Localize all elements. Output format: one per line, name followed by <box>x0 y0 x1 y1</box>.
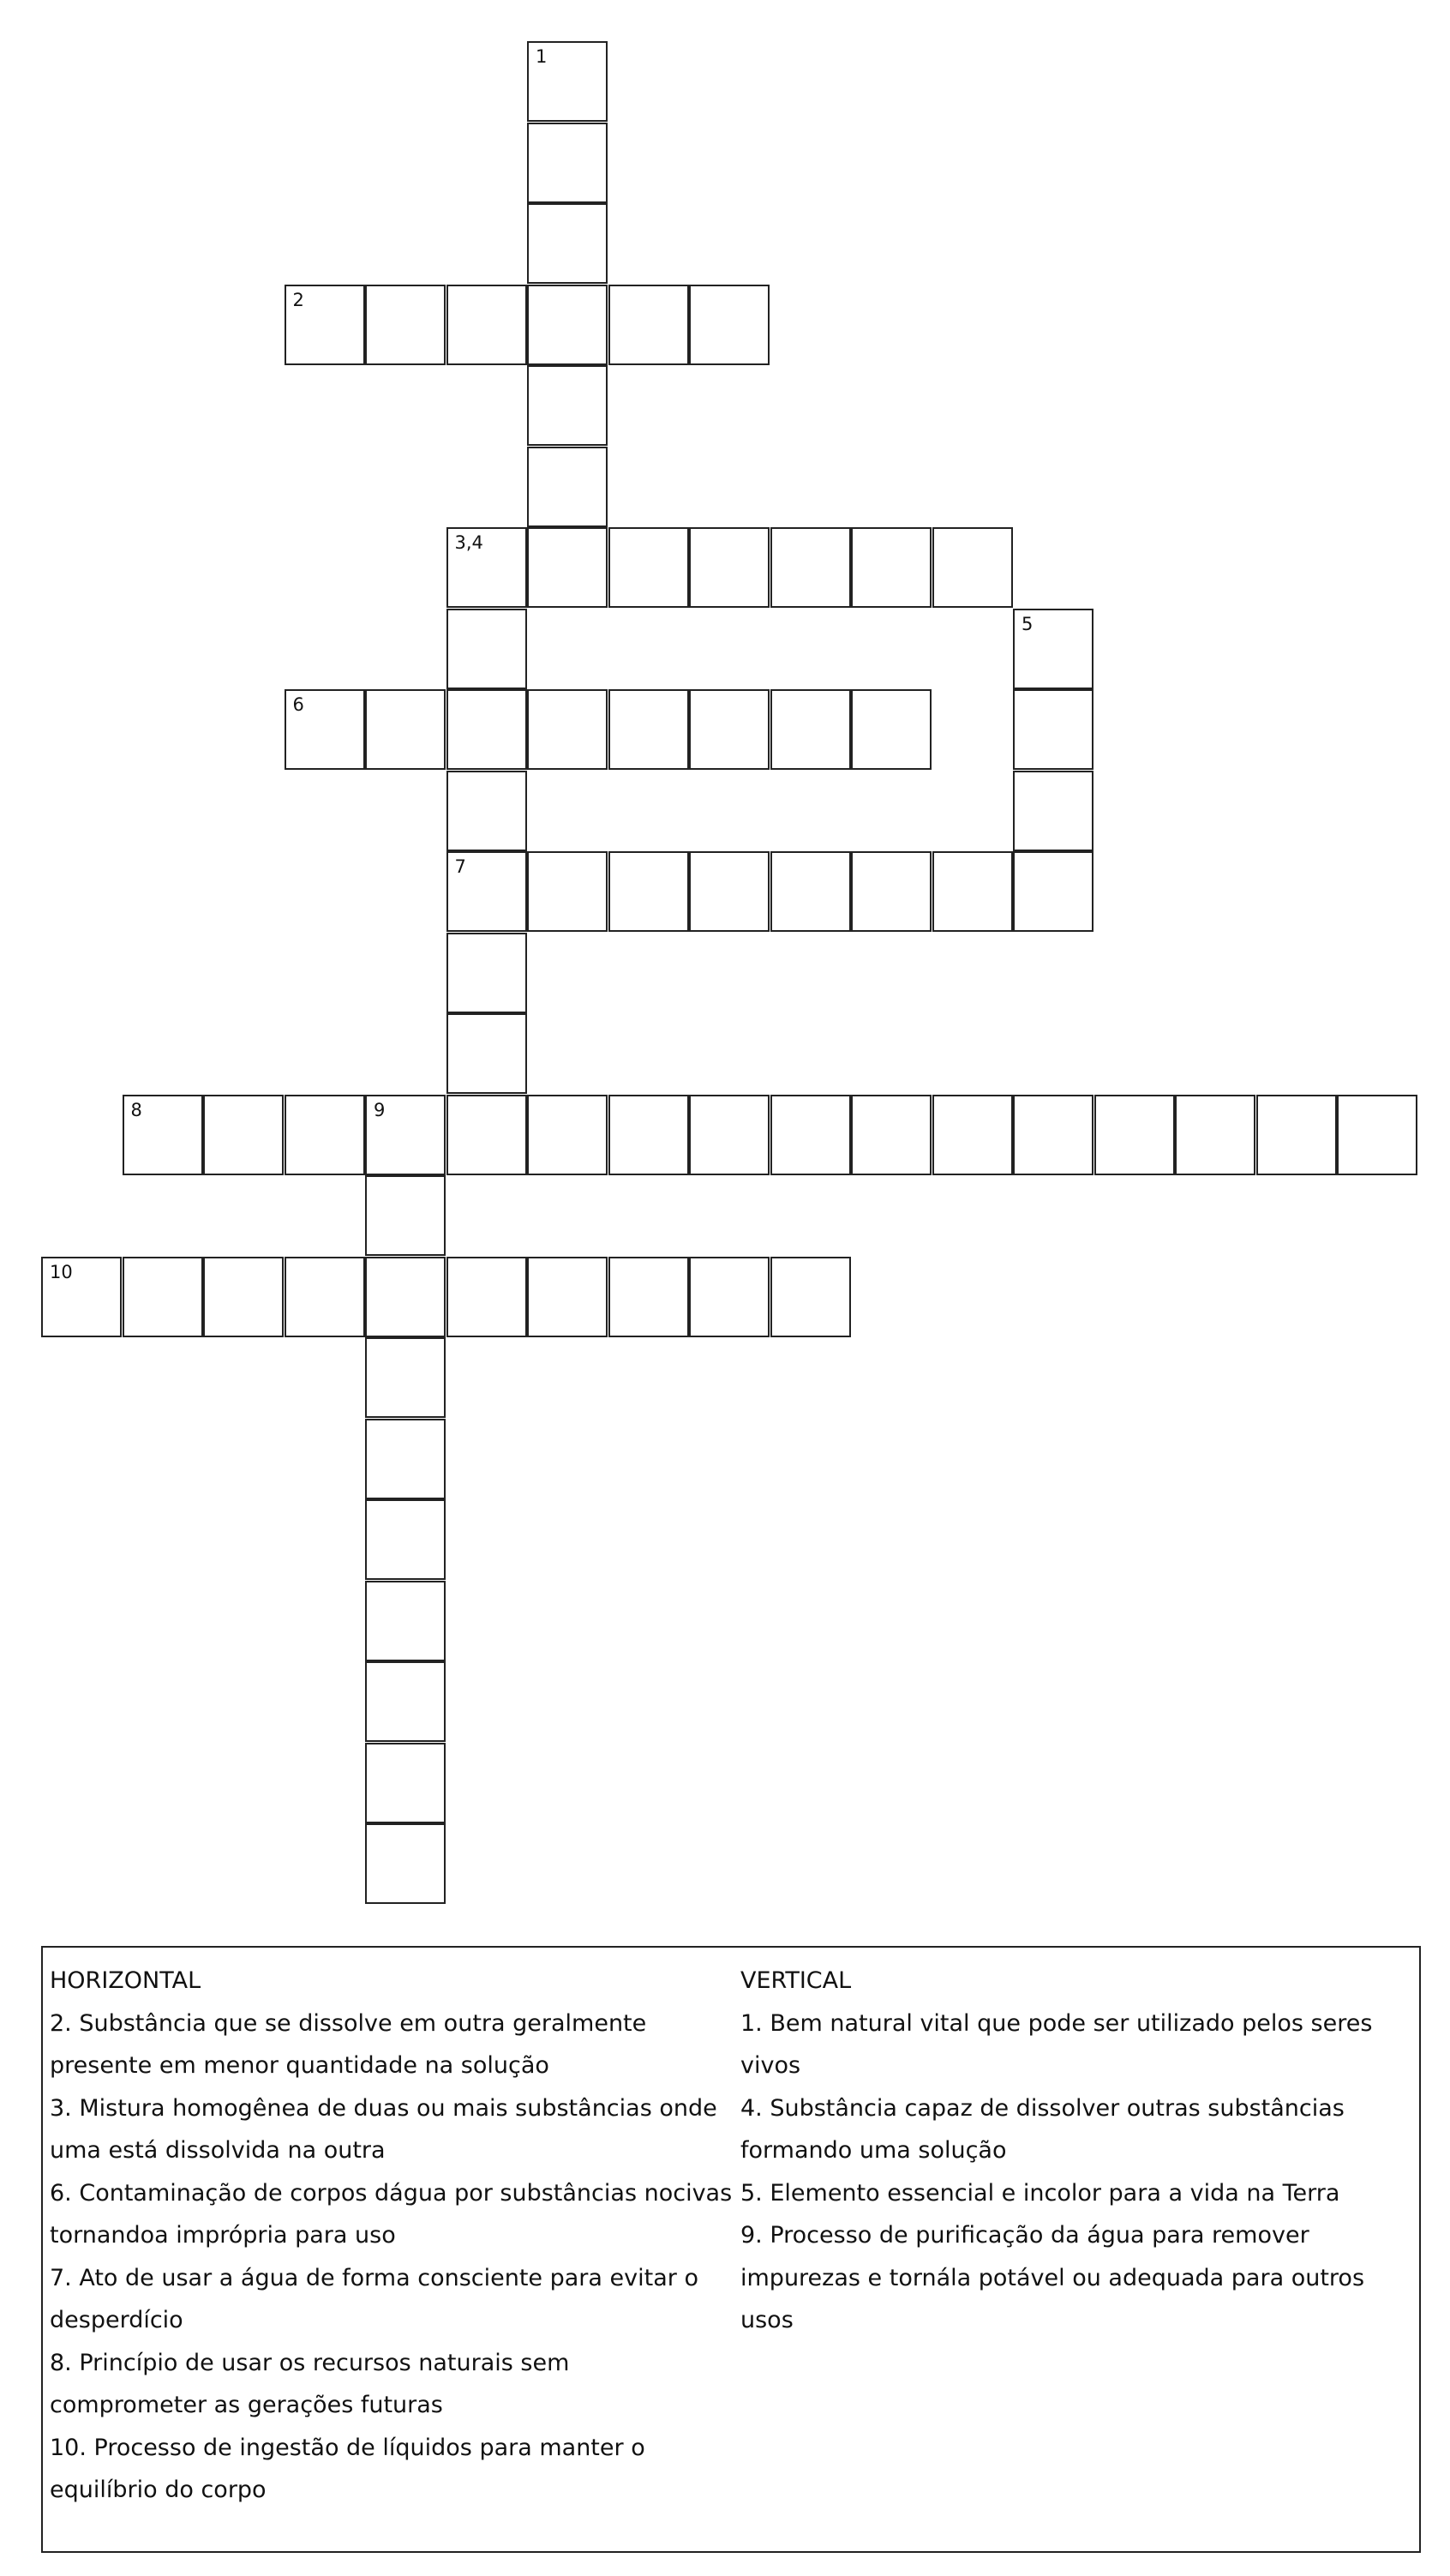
crossword-cell[interactable] <box>932 527 1013 608</box>
crossword-cell[interactable] <box>527 447 608 527</box>
clue-number: 5 <box>1022 613 1034 634</box>
crossword-cell[interactable] <box>527 123 608 203</box>
clue-number: 10 <box>50 1261 73 1282</box>
clue-number: 9 <box>374 1099 386 1120</box>
crossword-cell[interactable] <box>932 851 1013 932</box>
horizontal-clue-line: 7. Ato de usar a água de forma consciente para evitar o <box>50 2264 698 2291</box>
crossword-cell[interactable] <box>365 1743 446 1823</box>
crossword-cell[interactable] <box>770 851 851 932</box>
crossword-cell[interactable] <box>203 1095 284 1175</box>
crossword-cell[interactable] <box>1094 1095 1175 1175</box>
horizontal-clue-line: 10. Processo de ingestão de líquidos para manter o <box>50 2434 645 2461</box>
crossword-cell[interactable] <box>608 1095 689 1175</box>
vertical-clue-line: usos <box>740 2307 794 2333</box>
crossword-cell[interactable] <box>527 365 608 446</box>
crossword-cell[interactable] <box>689 1095 770 1175</box>
crossword-cell[interactable] <box>446 771 527 851</box>
horizontal-clue-line: tornandoa imprópria para uso <box>50 2222 396 2249</box>
crossword-cell[interactable] <box>527 1257 608 1337</box>
crossword-cell[interactable] <box>41 1257 122 1337</box>
vertical-clues-column <box>740 1960 1409 2342</box>
horizontal-clues-column <box>50 1960 744 2512</box>
vertical-clue-line: 4. Substância capaz de dissolver outras substâncias <box>740 2094 1345 2122</box>
crossword-cell[interactable] <box>123 1095 203 1175</box>
crossword-cell[interactable] <box>527 689 608 770</box>
crossword-cell[interactable] <box>770 1095 851 1175</box>
crossword-cell[interactable] <box>851 527 932 608</box>
crossword-cell[interactable] <box>689 527 770 608</box>
crossword-cell[interactable] <box>365 1257 446 1337</box>
crossword-cell[interactable] <box>446 1257 527 1337</box>
clue-number: 1 <box>536 46 548 67</box>
crossword-cell[interactable] <box>365 689 446 770</box>
clues-box <box>41 1946 1421 2553</box>
crossword-cell[interactable] <box>851 689 932 770</box>
crossword-cell[interactable] <box>770 527 851 608</box>
horizontal-clue-line: desperdício <box>50 2307 183 2333</box>
horizontal-clue-line: comprometer as gerações futuras <box>50 2392 443 2418</box>
crossword-cell[interactable] <box>1175 1095 1255 1175</box>
horizontal-clue-line: 3. Mistura homogênea de duas ou mais substâncias onde <box>50 2094 717 2122</box>
crossword-cell[interactable] <box>851 851 932 932</box>
horizontal-clue-line: 8. Princípio de usar os recursos naturais sem <box>50 2349 570 2376</box>
crossword-cell[interactable] <box>527 285 608 365</box>
vertical-heading: VERTICAL <box>740 1967 852 1994</box>
crossword-cell[interactable] <box>446 527 527 608</box>
crossword-cell[interactable] <box>689 285 770 365</box>
crossword-cell[interactable] <box>365 1095 446 1175</box>
clue-number: 7 <box>454 856 466 877</box>
crossword-cell[interactable] <box>851 1095 932 1175</box>
crossword-cell[interactable] <box>527 203 608 284</box>
crossword-cell[interactable] <box>365 1175 446 1256</box>
crossword-cell[interactable] <box>285 1095 365 1175</box>
clue-number: 3,4 <box>454 532 483 553</box>
crossword-cell[interactable] <box>446 851 527 932</box>
crossword-cell[interactable] <box>608 527 689 608</box>
crossword-cell[interactable] <box>608 689 689 770</box>
crossword-cell[interactable] <box>608 1257 689 1337</box>
crossword-cell[interactable] <box>1013 689 1093 770</box>
crossword-cell[interactable] <box>770 1257 851 1337</box>
vertical-clue-line: 9. Processo de purificação da água para remover <box>740 2222 1309 2249</box>
horizontal-clue-line: 6. Contaminação de corpos dágua por substâncias nocivas <box>50 2179 733 2207</box>
crossword-cell[interactable] <box>689 689 770 770</box>
crossword-cell[interactable] <box>527 1095 608 1175</box>
crossword-cell[interactable] <box>527 527 608 608</box>
crossword-cell[interactable] <box>446 1095 527 1175</box>
crossword-cell[interactable] <box>446 689 527 770</box>
crossword-cell[interactable] <box>1013 1095 1093 1175</box>
crossword-cell[interactable] <box>365 1661 446 1742</box>
crossword-cell[interactable] <box>608 851 689 932</box>
vertical-clue-line: vivos <box>740 2052 801 2079</box>
crossword-cell[interactable] <box>365 1419 446 1499</box>
crossword-cell[interactable] <box>770 689 851 770</box>
crossword-cell[interactable] <box>365 1823 446 1904</box>
crossword-cell[interactable] <box>365 1337 446 1418</box>
crossword-cell[interactable] <box>1013 609 1093 689</box>
clue-number: 8 <box>130 1099 142 1120</box>
crossword-cell[interactable] <box>285 1257 365 1337</box>
crossword-cell[interactable] <box>932 1095 1013 1175</box>
horizontal-heading: HORIZONTAL <box>50 1967 201 1994</box>
crossword-cell[interactable] <box>446 933 527 1013</box>
crossword-cell[interactable] <box>1013 851 1093 932</box>
crossword-cell[interactable] <box>1337 1095 1417 1175</box>
clue-number: 2 <box>292 289 304 310</box>
vertical-clue-line: impurezas e tornála potável ou adequada para outros <box>740 2264 1365 2291</box>
crossword-cell[interactable] <box>365 285 446 365</box>
crossword-cell[interactable] <box>365 1581 446 1661</box>
horizontal-clue-line: uma está dissolvida na outra <box>50 2137 386 2164</box>
horizontal-clue-line: 2. Substância que se dissolve em outra geralmente <box>50 2009 647 2037</box>
crossword-cell[interactable] <box>689 851 770 932</box>
crossword-cell[interactable] <box>446 285 527 365</box>
crossword-cell[interactable] <box>527 41 608 122</box>
crossword-cell[interactable] <box>527 851 608 932</box>
vertical-clue-line: 1. Bem natural vital que pode ser utilizado pelos seres <box>740 2009 1373 2037</box>
clue-number: 6 <box>292 694 304 715</box>
crossword-cell[interactable] <box>1256 1095 1337 1175</box>
crossword-cell[interactable] <box>446 1013 527 1094</box>
crossword-cell[interactable] <box>689 1257 770 1337</box>
crossword-cell[interactable] <box>203 1257 284 1337</box>
vertical-clue-line: formando uma solução <box>740 2137 1007 2164</box>
crossword-cell[interactable] <box>285 285 365 365</box>
vertical-clue-line: 5. Elemento essencial e incolor para a vida na Terra <box>740 2179 1340 2207</box>
crossword-cell[interactable] <box>123 1257 203 1337</box>
crossword-cell[interactable] <box>446 609 527 689</box>
horizontal-clue-line: presente em menor quantidade na solução <box>50 2052 549 2079</box>
crossword-cell[interactable] <box>285 689 365 770</box>
horizontal-clue-line: equilíbrio do corpo <box>50 2477 267 2503</box>
crossword-cell[interactable] <box>1013 771 1093 851</box>
crossword-cell[interactable] <box>365 1499 446 1580</box>
crossword-cell[interactable] <box>608 285 689 365</box>
